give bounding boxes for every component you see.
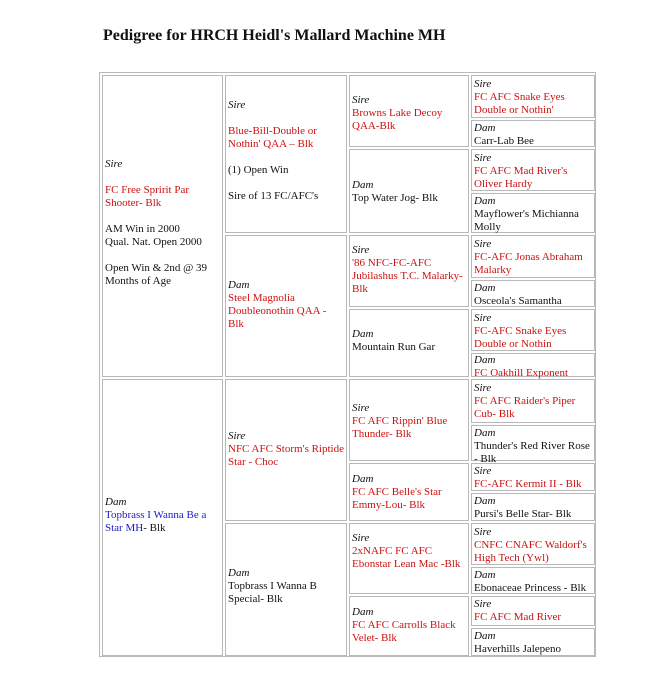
- gen4-cell: [471, 628, 595, 656]
- gen4-cell: [471, 120, 595, 147]
- dam-label: Dam: [105, 496, 127, 508]
- gen2-sire-sire-cell: [225, 75, 347, 233]
- gen4-cell: [471, 379, 595, 423]
- dam-name-line: [105, 509, 220, 535]
- gen3-cell: [349, 596, 469, 656]
- pedigree-name: Blue-Bill-Double or Nothin' QAA – Blk: [228, 125, 317, 150]
- dam-label: Dam: [474, 495, 496, 507]
- dam-label: Dam: [474, 569, 496, 581]
- gen4-cell: [471, 193, 595, 233]
- pedigree-name: FC-AFC Snake Eyes Double or Nothin: [474, 325, 567, 350]
- pedigree-name: Pursi's Belle Star- Blk: [474, 508, 572, 520]
- gen4-cell: [471, 463, 595, 491]
- gen4-cell: [471, 493, 595, 521]
- dam-label: Dam: [474, 282, 496, 294]
- sire-label: Sire: [474, 382, 492, 394]
- gen4-cell: [471, 309, 595, 351]
- sire-label: Sire: [352, 244, 370, 256]
- gen2-dam-dam-cell: [225, 523, 347, 656]
- pedigree-name: FC AFC Snake Eyes Double or Nothin': [474, 91, 565, 116]
- pedigree-note: (1) Open Win: [228, 164, 289, 176]
- dam-name: Topbrass I Wanna Be a Star MH: [105, 509, 207, 534]
- gen2-dam-sire-cell: [225, 379, 347, 521]
- sire-note: Qual. Nat. Open 2000: [105, 236, 202, 248]
- sire-label: Sire: [105, 158, 123, 170]
- pedigree-name: FC AFC Carrolls Black Velet- Blk: [352, 619, 456, 644]
- sire-label: Sire: [474, 465, 492, 477]
- gen3-cell: [349, 149, 469, 233]
- gen3-cell: [349, 379, 469, 461]
- gen3-cell: [349, 309, 469, 377]
- dam-label: Dam: [352, 473, 374, 485]
- dam-label: Dam: [352, 606, 374, 618]
- pedigree-name: FC Oakhill Exponent: [474, 367, 569, 379]
- gen4-cell: [471, 75, 595, 118]
- sire-note: AM Win in 2000: [105, 223, 180, 235]
- gen3-cell: [349, 75, 469, 147]
- sire-label: Sire: [474, 238, 492, 250]
- pedigree-name: CNFC CNAFC Waldorf's High Tech (Ywl): [474, 539, 587, 564]
- gen3-cell: [349, 235, 469, 307]
- pedigree-name: Thunder's Red River Rose - Blk: [474, 440, 590, 465]
- gen4-cell: [471, 353, 595, 377]
- pedigree-name: Carr-Lab Bee: [474, 135, 534, 147]
- pedigree-name: NFC AFC Storm's Riptide Star - Choc: [228, 443, 344, 468]
- gen3-cell: [349, 463, 469, 521]
- gen2-sire-dam-cell: [225, 235, 347, 377]
- sire-note: Open Win & 2nd @ 39 Months of Age: [105, 262, 208, 287]
- dam-label: Dam: [352, 328, 374, 340]
- pedigree-table: [99, 72, 596, 657]
- dam-label: Dam: [228, 279, 250, 291]
- gen4-cell: [471, 149, 595, 191]
- pedigree-name: FC AFC Mad River: [474, 611, 562, 623]
- pedigree-name: Ebonaceae Princess - Blk: [474, 582, 587, 594]
- dam-label: Dam: [352, 179, 374, 191]
- sire-label: Sire: [352, 402, 370, 414]
- sire-label: Sire: [228, 430, 246, 442]
- pedigree-name: Browns Lake Decoy QAA-Blk: [352, 107, 443, 132]
- pedigree-name: FC-AFC Kermit II - Blk: [474, 478, 582, 490]
- pedigree-note: Sire of 13 FC/AFC's: [228, 190, 319, 202]
- gen1-sire-cell: [102, 75, 223, 377]
- dam-label: Dam: [474, 630, 496, 642]
- pedigree-name: Mayflower's Michianna Molly: [474, 208, 579, 233]
- pedigree-name: 2xNAFC FC AFC Ebonstar Lean Mac -Blk: [352, 545, 461, 570]
- gen4-cell: [471, 235, 595, 278]
- gen4-cell: [471, 425, 595, 465]
- pedigree-name: FC AFC Raider's Piper Cub- Blk: [474, 395, 576, 420]
- sire-label: Sire: [474, 598, 492, 610]
- sire-label: Sire: [474, 152, 492, 164]
- sire-name: FC Free Spririt Par Shooter- Blk: [105, 184, 190, 209]
- pedigree-name: Haverhills Jalepeno: [474, 643, 562, 655]
- gen4-cell: [471, 280, 595, 307]
- pedigree-name: FC AFC Belle's Star Emmy-Lou- Blk: [352, 486, 442, 511]
- sire-label: Sire: [228, 99, 246, 111]
- sire-label: Sire: [474, 526, 492, 538]
- pedigree-name: FC-AFC Jonas Abraham Malarky: [474, 251, 583, 276]
- pedigree-name: Osceola's Samantha: [474, 295, 562, 307]
- pedigree-name: FC AFC Rippin' Blue Thunder- Blk: [352, 415, 448, 440]
- pedigree-name: Top Water Jog- Blk: [352, 192, 438, 204]
- dam-label: Dam: [474, 195, 496, 207]
- pedigree-name: Mountain Run Gar: [352, 341, 436, 353]
- gen3-cell: [349, 523, 469, 594]
- sire-label: Sire: [352, 94, 370, 106]
- pedigree-name: Steel Magnolia Doubleonothin QAA - Blk: [228, 292, 327, 330]
- gen4-cell: [471, 523, 595, 565]
- dam-label: Dam: [474, 354, 496, 366]
- dam-label: Dam: [474, 122, 496, 134]
- gen1-dam-cell: [102, 379, 223, 656]
- sire-label: Sire: [352, 532, 370, 544]
- sire-label: Sire: [474, 312, 492, 324]
- dam-suffix: - Blk: [143, 522, 166, 534]
- sire-label: Sire: [474, 78, 492, 90]
- pedigree-name: Topbrass I Wanna B Special- Blk: [228, 580, 317, 605]
- dam-label: Dam: [228, 567, 250, 579]
- gen4-cell: [471, 596, 595, 626]
- pedigree-name: '86 NFC-FC-AFC Jubilashus T.C. Malarky- Blk: [352, 257, 463, 295]
- page-title: Pedigree for HRCH Heidl's Mallard Machine MH: [103, 27, 446, 44]
- pedigree-name: FC AFC Mad River's Oliver Hardy: [474, 165, 568, 190]
- gen4-cell: [471, 567, 595, 594]
- dam-label: Dam: [474, 427, 496, 439]
